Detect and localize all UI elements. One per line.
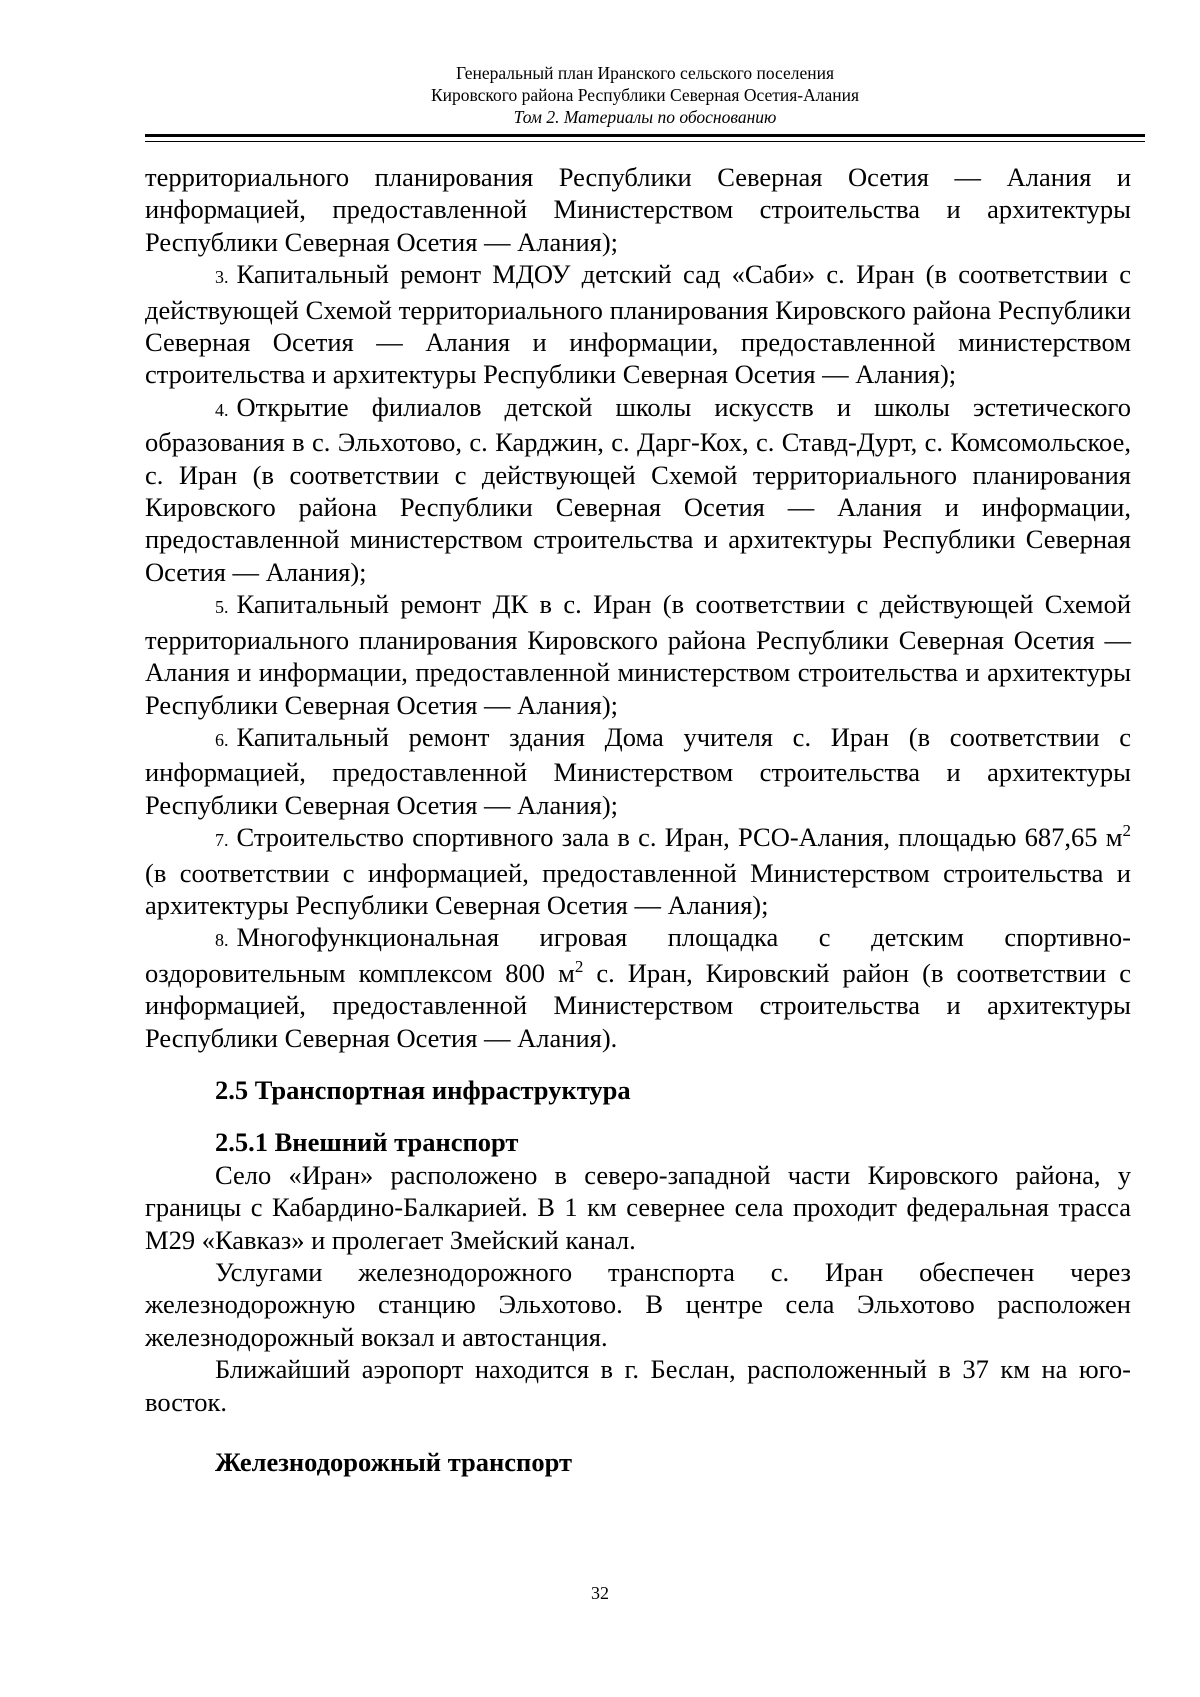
list-number: 5. [215, 597, 229, 618]
list-item-text: Открытие филиалов детской школы искусств и школы эстетического образования в с. Эльхотово, с. Карджин, с. Дарг-Кох, с. Ставд-Дурт, с. Комсомольское, с. Иран (в соответствии с действующей Схемой территориального планирования Кировского района Республики Северная Осетия — Алания и информации, предоставленной министерством строительства и архитектуры Республики Северная Осетия — Алания); [145, 391, 1131, 587]
body-paragraph: Ближайший аэропорт находится в г. Беслан, расположенный в 37 км на юго-восток. [145, 1354, 1131, 1417]
body-paragraph: Село «Иран» расположено в северо-западной части Кировского района, у границы с Кабардино-Балкарией. В 1 км севернее села проходит федеральная трасса М29 «Кавказ» и пролегает Змейский канал. [145, 1159, 1131, 1255]
list-item-text: Многофункциональная игровая площадка с детским спортивно-оздоровительным комплексом 800 м [145, 922, 1131, 988]
header-rule-thin [145, 141, 1145, 142]
header-line-3: Том 2. Материалы по обоснованию [513, 107, 777, 127]
header-line-2: Кировского района Республики Северная Осетия-Алания [430, 85, 860, 105]
list-item-text: Капитальный ремонт здания Дома учителя с. Иран (в соответствии с информацией, предоставленной Министерством строительства и архитектуры Республики Северная Осетия — Алания); [145, 721, 1131, 820]
list-item-5 [145, 588, 1131, 721]
section-heading-external-transport: 2.5.1 Внешний транспорт [215, 1127, 519, 1158]
list-item-text: Капитальный ремонт МДОУ детский сад «Саби» с. Иран (в соответствии с действующей Схемой территориального планирования Кировского района Республики Северная Осетия — Алания и информации, предоставленной министерством строительства и архитектуры Республики Северная Осетия — Алания); [145, 259, 1131, 390]
intro-paragraph: территориального планирования Республики Северная Осетия — Алания и информацией, предоставленной Министерством строительства и архитектуры Республики Северная Осетия — Алания); [145, 162, 1131, 257]
list-item-4 [145, 391, 1131, 588]
list-item-text-cont: с. Иран, Кировский район (в соответствии с информацией, предоставленной Министерством строительства и архитектуры Республики Северная Осетия — Алания). [145, 957, 1131, 1053]
superscript: 2 [574, 956, 584, 976]
list-item-6 [145, 721, 1131, 821]
list-item-8 [145, 921, 1131, 1054]
header-rule-thick [145, 134, 1145, 137]
page-number: 32 [591, 1583, 609, 1603]
list-item-7 [145, 821, 1131, 921]
section-heading-transport: 2.5 Транспортная инфраструктура [215, 1074, 631, 1105]
list-item-3 [145, 258, 1131, 391]
list-number: 4. [215, 399, 229, 420]
list-number: 6. [215, 729, 229, 750]
list-item-text-cont: (в соответствии с информацией, предоставленной Министерством строительства и архитектуры Республики Северная Осетия — Алания); [145, 857, 1131, 920]
list-item-text: Строительство спортивного зала в с. Иран, РСО-Алания, площадью 687,65 м [236, 822, 1123, 853]
list-number: 7. [215, 830, 229, 851]
list-number: 8. [215, 930, 229, 951]
list-number: 3. [215, 267, 229, 288]
page-content [145, 161, 1131, 1478]
section-heading-rail-transport: Железнодорожный транспорт [215, 1447, 572, 1478]
superscript: 2 [1122, 821, 1131, 841]
body-paragraph: Услугами железнодорожного транспорта с. Иран обеспечен через железнодорожную станцию Эльхотово. В центре села Эльхотово расположен железнодорожный вокзал и автостанция. [145, 1257, 1131, 1352]
page-header [145, 62, 1145, 128]
header-line-1: Генеральный план Иранского сельского поселения [455, 63, 835, 83]
list-item-text: Капитальный ремонт ДК в с. Иран (в соответствии с действующей Схемой территориального планирования Кировского района Республики Северная Осетия — Алания и информации, предоставленной министерством строительства и архитектуры Республики Северная Осетия — Алания); [145, 589, 1131, 720]
